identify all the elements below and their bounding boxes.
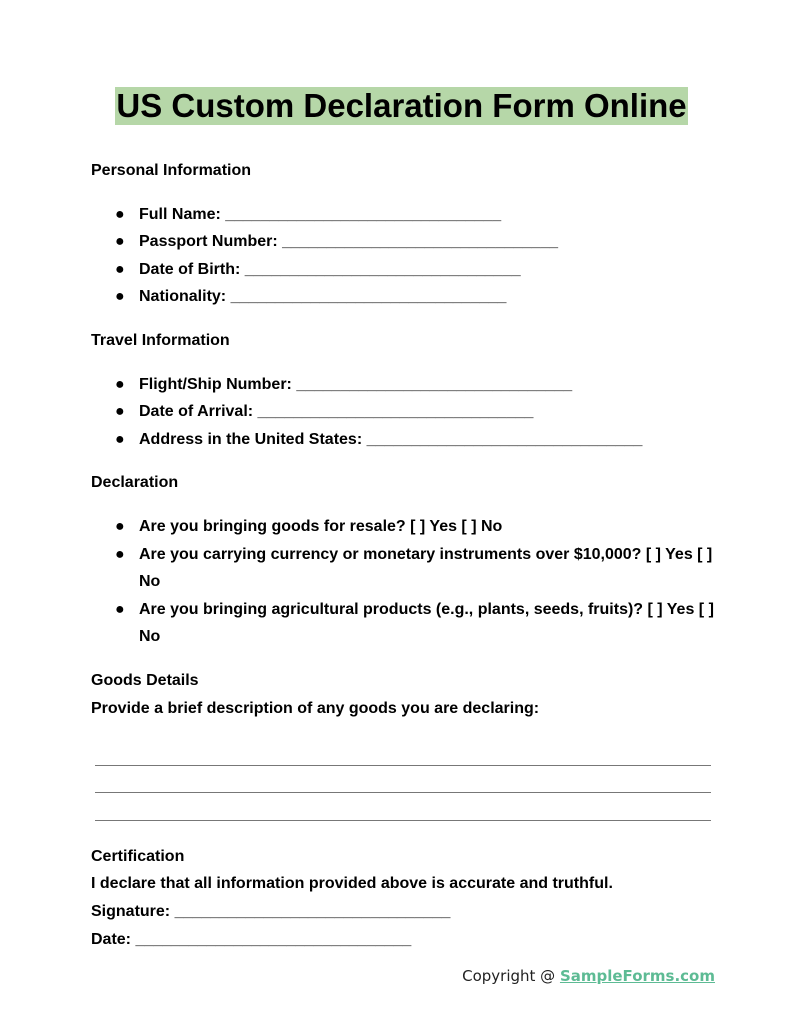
date-line: Date: _______________________________ — [91, 930, 412, 948]
goods-details-heading: Goods Details — [91, 671, 199, 689]
travel-information-heading: Travel Information — [91, 331, 230, 349]
bullet-icon: ● — [115, 233, 125, 251]
form-content — [91, 157, 721, 953]
list-item-currency-over-limit: ● Are you carrying currency or monetary instruments over $10,000? [ ] Yes [ ] No — [91, 541, 721, 596]
list-item-date-of-arrival: ● Date of Arrival: _______________________________ — [91, 398, 721, 426]
goods-description-lines — [95, 742, 711, 825]
copyright-footer — [462, 967, 715, 985]
list-item-us-address: ● Address in the United States: _______________________________ — [91, 426, 721, 454]
goods-description-line — [95, 766, 711, 794]
list-item-goods-for-resale: ● Are you bringing goods for resale? [ ] Yes [ ] No — [91, 513, 721, 541]
list-item-agricultural-products: ● Are you bringing agricultural products (e.g., plants, seeds, fruits)? [ ] Yes [ ] No — [91, 596, 721, 651]
bullet-icon: ● — [115, 600, 125, 618]
declaration-heading: Declaration — [91, 474, 179, 492]
copyright-prefix: Copyright @ — [462, 967, 560, 985]
bullet-icon: ● — [115, 205, 125, 223]
list-item-full-name: ● Full Name: _______________________________ — [91, 201, 721, 229]
title-wrapper — [0, 87, 803, 125]
personal-information-heading: Personal Information — [91, 162, 252, 179]
list-item-passport-number: ● Passport Number: _______________________________ — [91, 228, 721, 256]
certification-section — [91, 843, 721, 953]
signature-line: Signature: _______________________________ — [91, 903, 451, 921]
bullet-icon: ● — [115, 288, 125, 306]
goods-description-line — [95, 738, 711, 766]
bullet-icon: ● — [115, 375, 125, 393]
bullet-icon: ● — [115, 403, 125, 421]
certification-heading: Certification — [91, 847, 185, 865]
page-title: US Custom Declaration Form Online — [116, 87, 687, 124]
personal-information-list — [91, 201, 721, 311]
bullet-icon: ● — [115, 517, 125, 535]
travel-information-list — [91, 371, 721, 454]
goods-description-line — [95, 793, 711, 821]
declaration-list — [91, 513, 721, 651]
bullet-icon: ● — [115, 430, 125, 448]
list-item-flight-ship-number: ● Flight/Ship Number: _______________________________ — [91, 371, 721, 399]
bullet-icon: ● — [115, 260, 125, 278]
brand-link[interactable]: SampleForms.com — [559, 967, 715, 985]
bullet-icon: ● — [115, 545, 125, 563]
list-item-nationality: ● Nationality: _______________________________ — [91, 283, 721, 311]
certification-statement: I declare that all information provided above is accurate and truthful. — [91, 875, 613, 893]
goods-details-prompt: Provide a brief description of any goods you are declaring: — [91, 699, 540, 717]
list-item-date-of-birth: ● Date of Birth: _______________________________ — [91, 256, 721, 284]
